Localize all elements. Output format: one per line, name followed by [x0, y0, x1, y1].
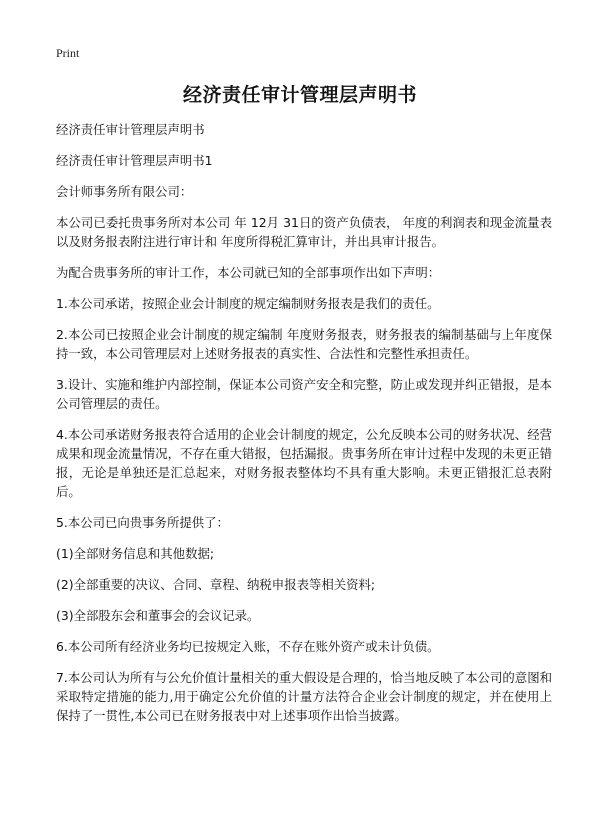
paragraph-subtitle-1: 经济责任审计管理层声明书1 — [56, 153, 213, 168]
paragraph-item-1: 1.本公司承诺，按照企业会计制度的规定编制财务报表是我们的责任。 — [56, 296, 440, 311]
paragraph-item-7: 7.本公司认为所有与公允价值计量相关的重大假设是合理的，恰当地反映了本公司的意图和采取特定措施的能力,用于确定公允价值的计量方法符合企业会计制度的规定，并在使用上保持了一贯性,本公司已在财务报表中对上述事项作出恰当披露。 — [56, 670, 552, 723]
paragraph-item-4: 4.本公司承诺财务报表符合适用的企业会计制度的规定，公允反映本公司的财务状况、经营成果和现金流量情况，不存在重大错报，包括漏报。贵事务所在审计过程中发现的未更正错报，无论是单独还是汇总起来，对财务报表整体均不具有重大影响。未更正错报汇总表附后。 — [56, 427, 552, 499]
document-title: 经济责任审计管理层声明书 — [182, 84, 417, 106]
paragraph-intro: 本公司已委托贵事务所对本公司 年 12月 31日的资产负债表， 年度的利润表和现金流量表以及财务报表附注进行审计和 年度所得税汇算审计，并出具审计报告。 — [56, 215, 552, 249]
paragraph-item-3: 3.设计、实施和维护内部控制，保证本公司资产安全和完整，防止或发现并纠正错报，是本公司管理层的责任。 — [56, 377, 552, 411]
paragraph-subtitle: 经济责任审计管理层声明书 — [56, 122, 205, 137]
paragraph-subitem-3: (3)全部股东会和董事会的会议记录。 — [56, 608, 260, 623]
print-label: Print — [56, 46, 80, 60]
paragraph-subitem-1: (1)全部财务信息和其他数据; — [56, 546, 215, 561]
paragraph-subitem-2: (2)全部重要的决议、合同、章程、纳税申报表等相关资料; — [56, 577, 376, 592]
paragraph-item-2: 2.本公司已按照企业会计制度的规定编制 年度财务报表，财务报表的编制基础与上年度保持一致，本公司管理层对上述财务报表的真实性、合法性和完整性承担责任。 — [56, 327, 552, 361]
paragraph-declaration-lead: 为配合贵事务所的审计工作，本公司就已知的全部事项作出如下声明： — [56, 265, 441, 280]
document-body — [56, 120, 552, 737]
paragraph-item-6: 6.本公司所有经济业务均已按规定入账，不存在账外资产或未计负债。 — [56, 639, 440, 654]
paragraph-salutation: 会计师事务所有限公司： — [56, 184, 193, 199]
paragraph-item-5: 5.本公司已向贵事务所提供了： — [56, 515, 229, 530]
